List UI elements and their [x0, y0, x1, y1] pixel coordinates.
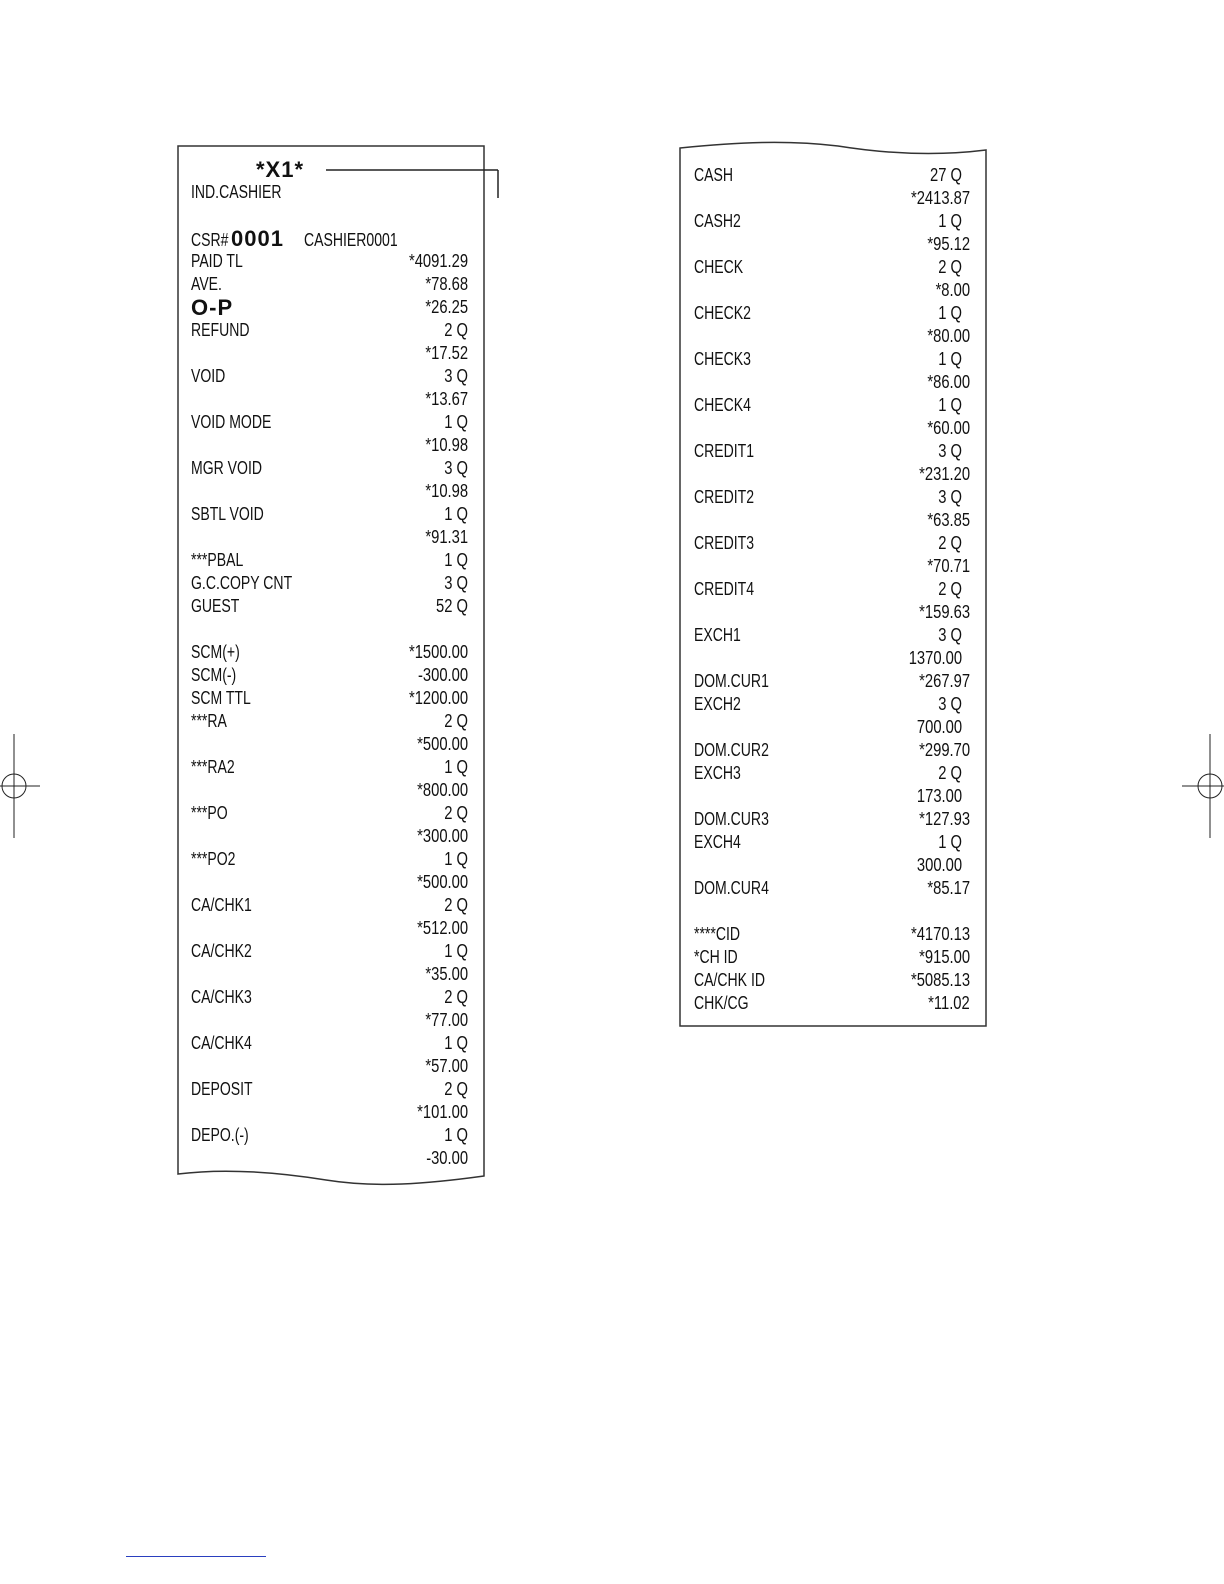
- row-label: DOM.CUR1: [694, 671, 769, 691]
- row-value: *35.00: [425, 964, 468, 984]
- row-value: -300.00: [417, 665, 468, 685]
- row-value: 2 Q: [444, 803, 468, 823]
- row-value: *500.00: [417, 734, 468, 754]
- row-label: CA/CHK2: [191, 941, 252, 961]
- row-value: 2 Q: [938, 533, 962, 553]
- row-label: MGR VOID: [191, 458, 262, 478]
- row-value: *26.25: [425, 297, 468, 317]
- row-label: CA/CHK3: [191, 987, 252, 1007]
- row-value: *159.63: [919, 602, 970, 622]
- row-label: EXCH4: [694, 832, 741, 852]
- row-label: ***RA2: [191, 757, 235, 777]
- row-label: EXCH2: [694, 694, 741, 714]
- row-label: CA/CHK1: [191, 895, 252, 915]
- row-label: CREDIT4: [694, 579, 755, 599]
- row-label: DOM.CUR2: [694, 740, 769, 760]
- row-value: *500.00: [417, 872, 468, 892]
- row-value: *11.02: [928, 993, 970, 1013]
- report-header: *X1*: [256, 157, 305, 182]
- left-receipt: [176, 144, 488, 1188]
- registration-mark-right: [1180, 734, 1224, 838]
- row-value: 3 Q: [938, 694, 962, 714]
- row-label: VOID MODE: [191, 412, 272, 432]
- row-value: 1 Q: [444, 849, 468, 869]
- row-value: 2 Q: [938, 257, 962, 277]
- row-label: AVE.: [191, 274, 222, 294]
- row-value: 1 Q: [444, 504, 468, 524]
- row-value: 173.00: [916, 786, 962, 806]
- row-value: *13.67: [425, 389, 468, 409]
- row-value: *60.00: [927, 418, 970, 438]
- row-value: 2 Q: [444, 1079, 468, 1099]
- row-label: VOID: [191, 366, 226, 386]
- row-value: 2 Q: [938, 763, 962, 783]
- row-value: 2 Q: [444, 895, 468, 915]
- row-label: DEPOSIT: [191, 1079, 253, 1099]
- row-value: *8.00: [935, 280, 970, 300]
- row-label: CHK/CG: [694, 993, 749, 1013]
- row-label: DOM.CUR3: [694, 809, 769, 829]
- row-value: *95.12: [927, 234, 970, 254]
- header-leader-line: [320, 160, 510, 200]
- row-value: 2 Q: [938, 579, 962, 599]
- row-label: CASH: [694, 165, 734, 185]
- row-label: CASH2: [694, 211, 741, 231]
- row-value: 2 Q: [444, 987, 468, 1007]
- row-value: *57.00: [425, 1056, 468, 1076]
- row-label: G.C.COPY CNT: [191, 573, 293, 593]
- row-value: *101.00: [417, 1102, 468, 1122]
- row-value: 2 Q: [444, 711, 468, 731]
- row-label: CHECK3: [694, 349, 751, 369]
- row-value: *10.98: [425, 435, 468, 455]
- row-value: 1 Q: [938, 832, 962, 852]
- row-label: ***RA: [191, 711, 227, 731]
- row-value: *1500.00: [408, 642, 468, 662]
- row-value: 2 Q: [444, 320, 468, 340]
- row-label: CA/CHK ID: [694, 970, 765, 990]
- registration-mark-left: [0, 734, 44, 838]
- row-value: 1370.00: [908, 648, 962, 668]
- row-value: *2413.87: [910, 188, 970, 208]
- row-value: *77.00: [425, 1010, 468, 1030]
- row-label: DOM.CUR4: [694, 878, 769, 898]
- row-value: 3 Q: [938, 487, 962, 507]
- cashier-name: CASHIER0001: [303, 230, 398, 250]
- row-label: SCM TTL: [191, 688, 251, 708]
- row-value: 1 Q: [444, 550, 468, 570]
- row-value: 3 Q: [444, 366, 468, 386]
- row-value: *80.00: [927, 326, 970, 346]
- row-value: 3 Q: [444, 573, 468, 593]
- row-value: *4170.13: [910, 924, 970, 944]
- row-label: SCM(-): [191, 665, 237, 685]
- row-value: *267.97: [919, 671, 970, 691]
- row-label: *CH ID: [694, 947, 738, 967]
- row-value: 27 Q: [929, 165, 962, 185]
- row-value: *300.00: [417, 826, 468, 846]
- row-value: *512.00: [417, 918, 468, 938]
- row-label: EXCH1: [694, 625, 741, 645]
- row-value: 52 Q: [435, 596, 468, 616]
- row-label: ****CID: [694, 924, 741, 944]
- right-receipt: [678, 140, 990, 1030]
- row-value: 1 Q: [938, 211, 962, 231]
- row-value: *17.52: [425, 343, 468, 363]
- row-label: CHECK: [694, 257, 744, 277]
- row-value: *70.71: [927, 556, 970, 576]
- row-value: 1 Q: [938, 395, 962, 415]
- row-value: 1 Q: [938, 303, 962, 323]
- row-value: 1 Q: [938, 349, 962, 369]
- row-value: 700.00: [916, 717, 962, 737]
- bottom-rule: [126, 1556, 266, 1557]
- row-value: -30.00: [426, 1148, 468, 1168]
- cashier-prefix: CSR#: [191, 230, 229, 250]
- row-label: CA/CHK4: [191, 1033, 252, 1053]
- row-value: 3 Q: [938, 625, 962, 645]
- cashier-id-line: [191, 227, 424, 250]
- row-label: CREDIT3: [694, 533, 755, 553]
- report-mode: IND.CASHIER: [191, 182, 282, 202]
- row-value: *78.68: [425, 274, 468, 294]
- row-label: DEPO.(-): [191, 1125, 249, 1145]
- row-value: *4091.29: [408, 251, 468, 271]
- row-label: ***PO2: [191, 849, 236, 869]
- row-label: O-P: [191, 295, 234, 320]
- row-label: PAID TL: [191, 251, 243, 271]
- row-value: *915.00: [919, 947, 970, 967]
- row-label: ***PO: [191, 803, 228, 823]
- row-label: EXCH3: [694, 763, 741, 783]
- row-value: 1 Q: [444, 1033, 468, 1053]
- row-label: CREDIT2: [694, 487, 755, 507]
- row-value: *86.00: [927, 372, 970, 392]
- row-value: 300.00: [916, 855, 962, 875]
- row-label: CREDIT1: [694, 441, 755, 461]
- row-value: 1 Q: [444, 412, 468, 432]
- cashier-code: 0001: [231, 226, 284, 251]
- row-value: 1 Q: [444, 1125, 468, 1145]
- row-value: *85.17: [927, 878, 970, 898]
- row-value: *91.31: [425, 527, 468, 547]
- row-value: 3 Q: [444, 458, 468, 478]
- row-label: CHECK2: [694, 303, 751, 323]
- row-value: *800.00: [417, 780, 468, 800]
- row-label: CHECK4: [694, 395, 751, 415]
- row-value: *231.20: [919, 464, 970, 484]
- row-label: SCM(+): [191, 642, 240, 662]
- row-value: 1 Q: [444, 757, 468, 777]
- row-label: GUEST: [191, 596, 240, 616]
- row-value: 1 Q: [444, 941, 468, 961]
- row-value: *299.70: [919, 740, 970, 760]
- row-value: *63.85: [927, 510, 970, 530]
- row-label: SBTL VOID: [191, 504, 264, 524]
- row-label: ***PBAL: [191, 550, 244, 570]
- row-value: *10.98: [425, 481, 468, 501]
- row-value: *127.93: [919, 809, 970, 829]
- row-label: REFUND: [191, 320, 250, 340]
- row-value: *5085.13: [910, 970, 970, 990]
- row-value: 3 Q: [938, 441, 962, 461]
- row-value: *1200.00: [408, 688, 468, 708]
